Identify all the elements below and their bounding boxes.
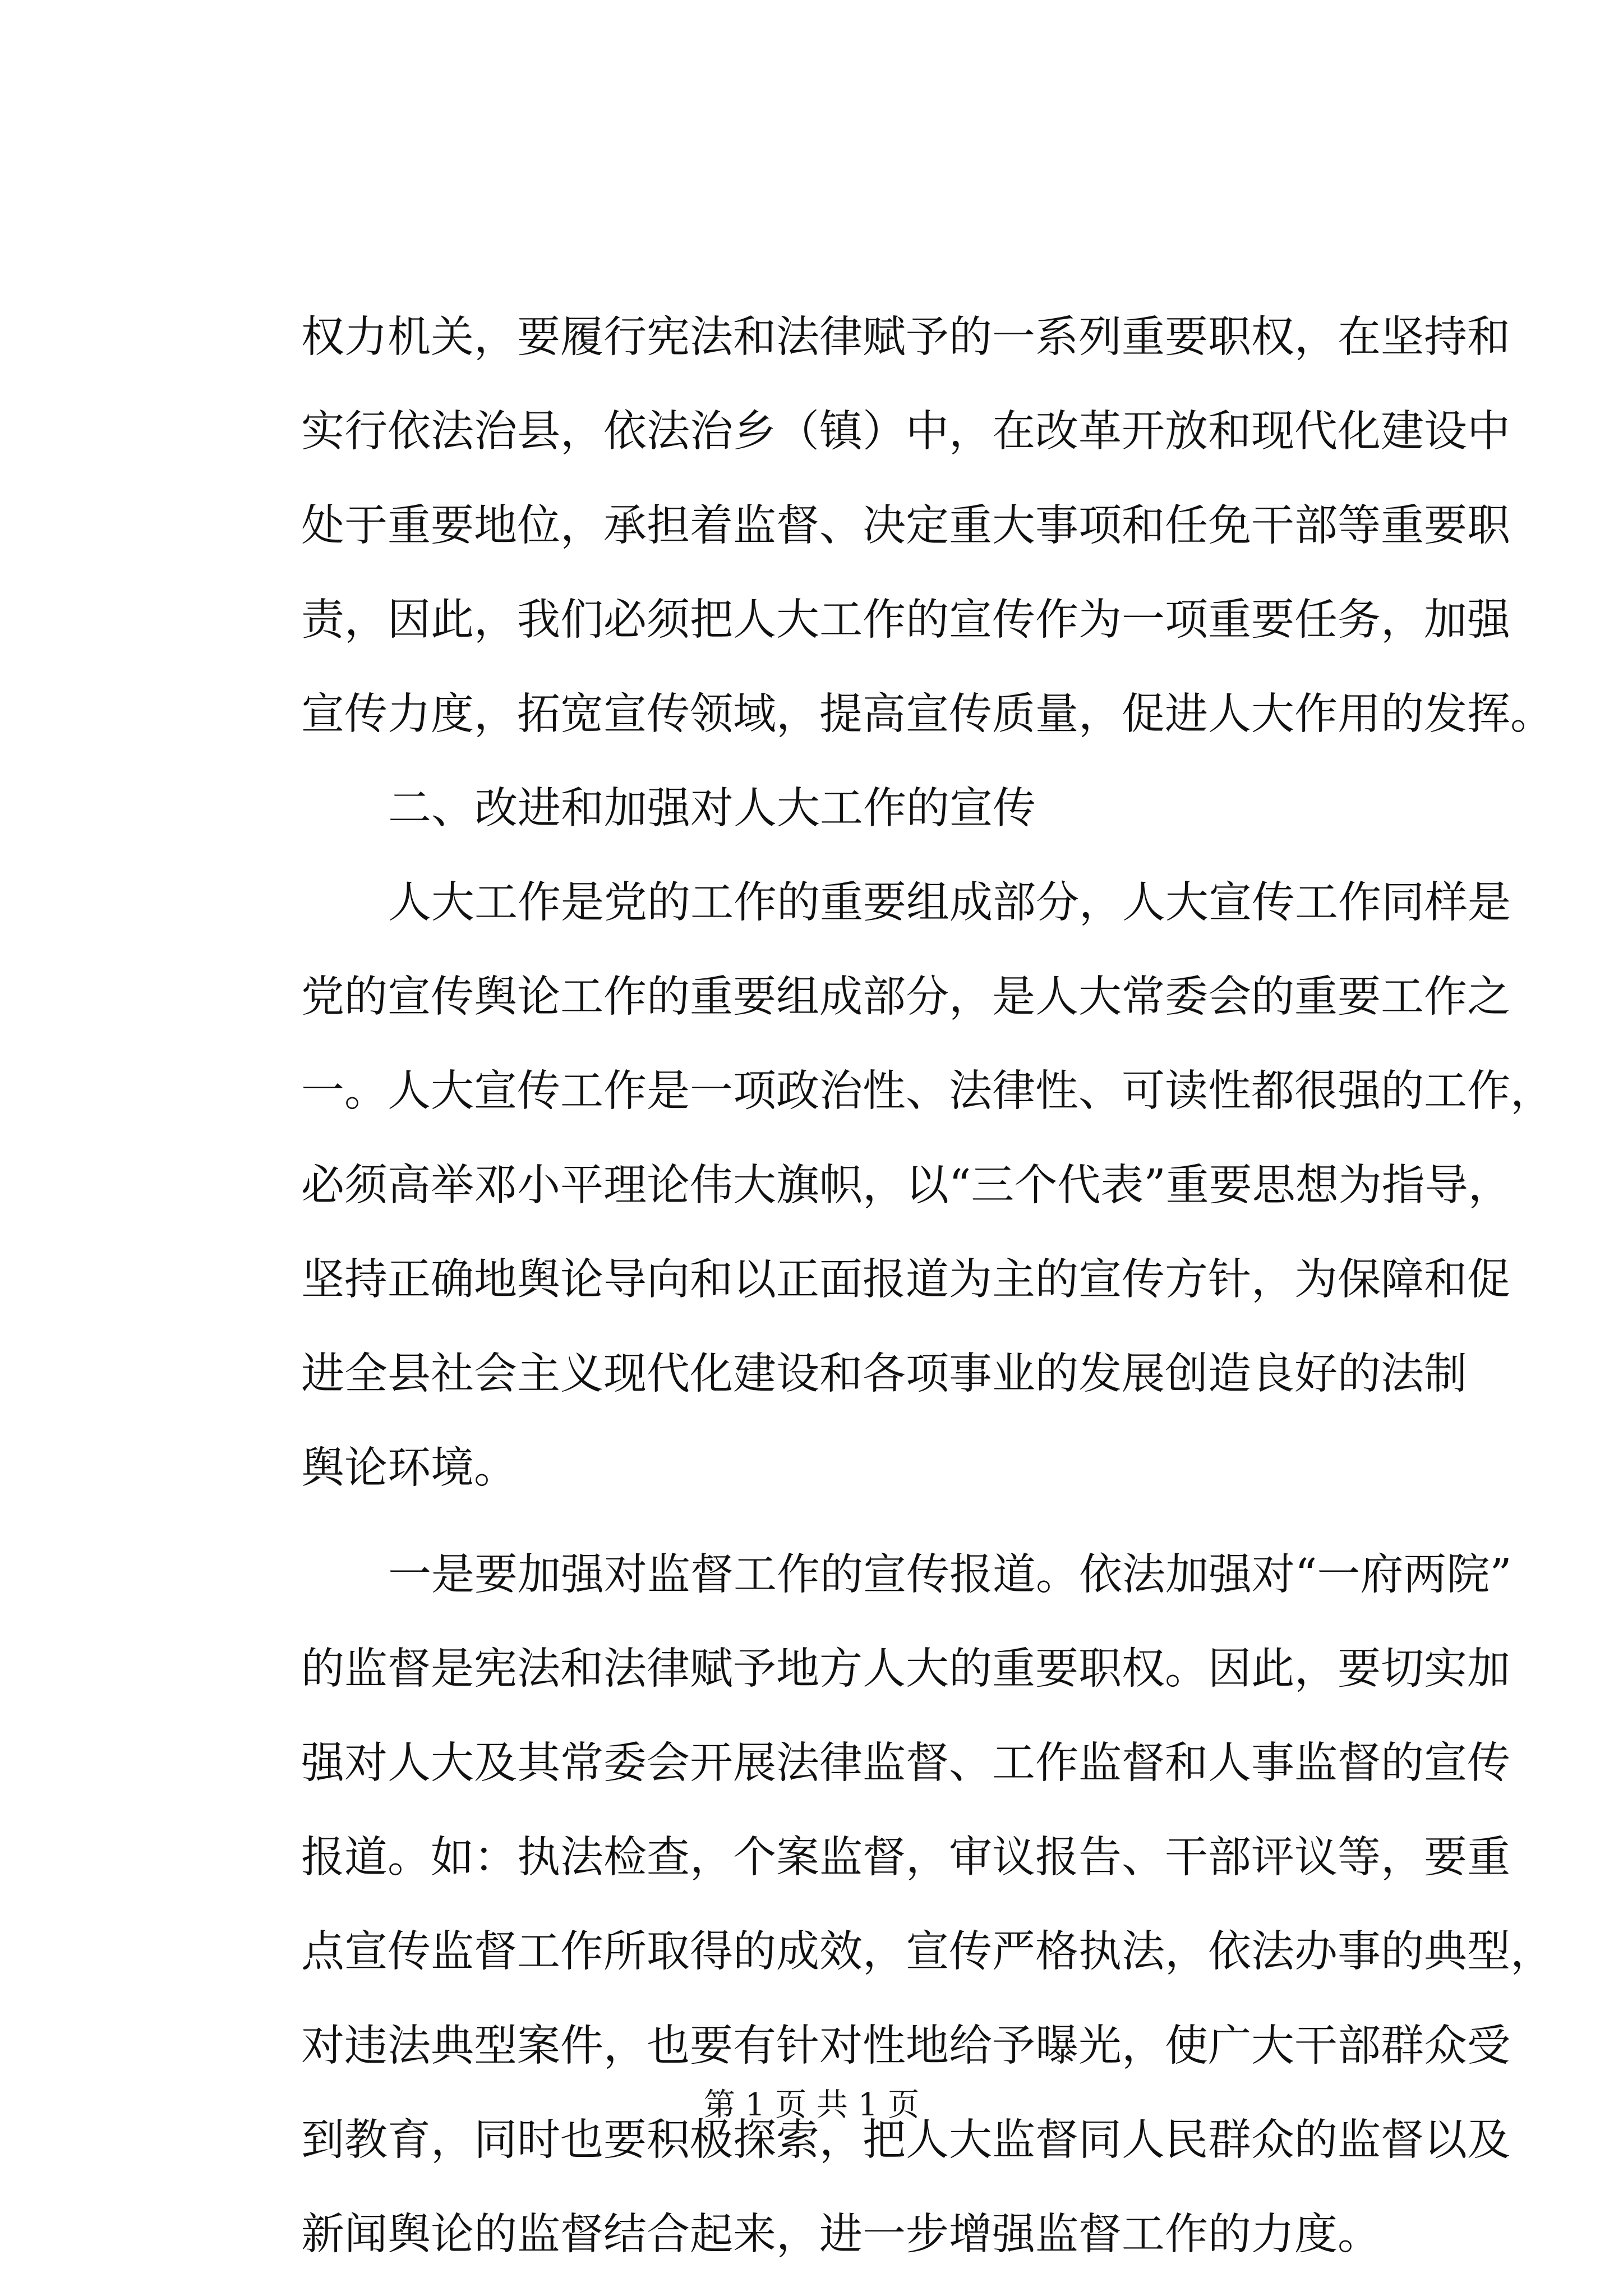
paragraph-line: 一是要加强对监督工作的宣传报道。依法加强对“一府两院” <box>388 1550 1512 1600</box>
paragraph-line: 人大工作是党的工作的重要组成部分，人大宣传工作同样是 <box>388 878 1511 928</box>
paragraph-line: 强对人大及其常委会开展法律监督、工作监督和人事监督的宣传 <box>301 1738 1510 1788</box>
section-heading: 二、改进和加强对人大工作的宣传 <box>388 784 1036 834</box>
paragraph-line: 处于重要地位，承担着监督、决定重大事项和任免干部等重要职 <box>301 501 1510 551</box>
paragraph-line: 实行依法治县，依法治乡（镇）中，在改革开放和现代化建设中 <box>301 407 1510 457</box>
page-number-footer: 第 1 页 共 1 页 <box>703 2087 920 2123</box>
paragraph-line: 一。人大宣传工作是一项政治性、法律性、可读性都很强的工作， <box>301 1066 1553 1116</box>
paragraph-line: 报道。如：执法检查，个案监督，审议报告、干部评议等，要重 <box>301 1833 1510 1883</box>
paragraph-line: 党的宣传舆论工作的重要组成部分，是人大常委会的重要工作之 <box>301 972 1510 1022</box>
paragraph-line: 点宣传监督工作所取得的成效，宣传严格执法，依法办事的典型， <box>301 1927 1553 1977</box>
paragraph-line: 必须高举邓小平理论伟大旗帜，以“三个代表”重要思想为指导， <box>301 1161 1511 1211</box>
paragraph-gap <box>301 1516 1417 1528</box>
paragraph-line: 权力机关，要履行宪法和法律赋予的一系列重要职权，在坚持和 <box>301 312 1510 362</box>
paragraph-line: 的监督是宪法和法律赋予地方人大的重要职权。因此，要切实加 <box>301 1644 1510 1694</box>
document-body <box>301 291 1553 2282</box>
paragraph-line: 新闻舆论的监督结合起来，进一步增强监督工作的力度。 <box>301 2210 1381 2260</box>
paragraph-line: 责，因此，我们必须把人大工作的宣传作为一项重要任务，加强 <box>301 595 1510 645</box>
paragraph-line: 坚持正确地舆论导向和以正面报道为主的宣传方针，为保障和促 <box>301 1255 1510 1305</box>
paragraph-line: 宣传力度，拓宽宣传领域，提高宣传质量，促进人大作用的发挥。 <box>301 689 1553 739</box>
paragraph-line: 对违法典型案件，也要有针对性地给予曝光，使广大干部群众受 <box>301 2021 1510 2071</box>
paragraph-line: 舆论环境。 <box>301 1443 517 1493</box>
paragraph-line: 到教育，同时也要积极探索，把人大监督同人民群众的监督以及 <box>301 2115 1510 2165</box>
paragraph-line: 进全县社会主义现代化建设和各项事业的发展创造良好的法制 <box>301 1349 1467 1399</box>
